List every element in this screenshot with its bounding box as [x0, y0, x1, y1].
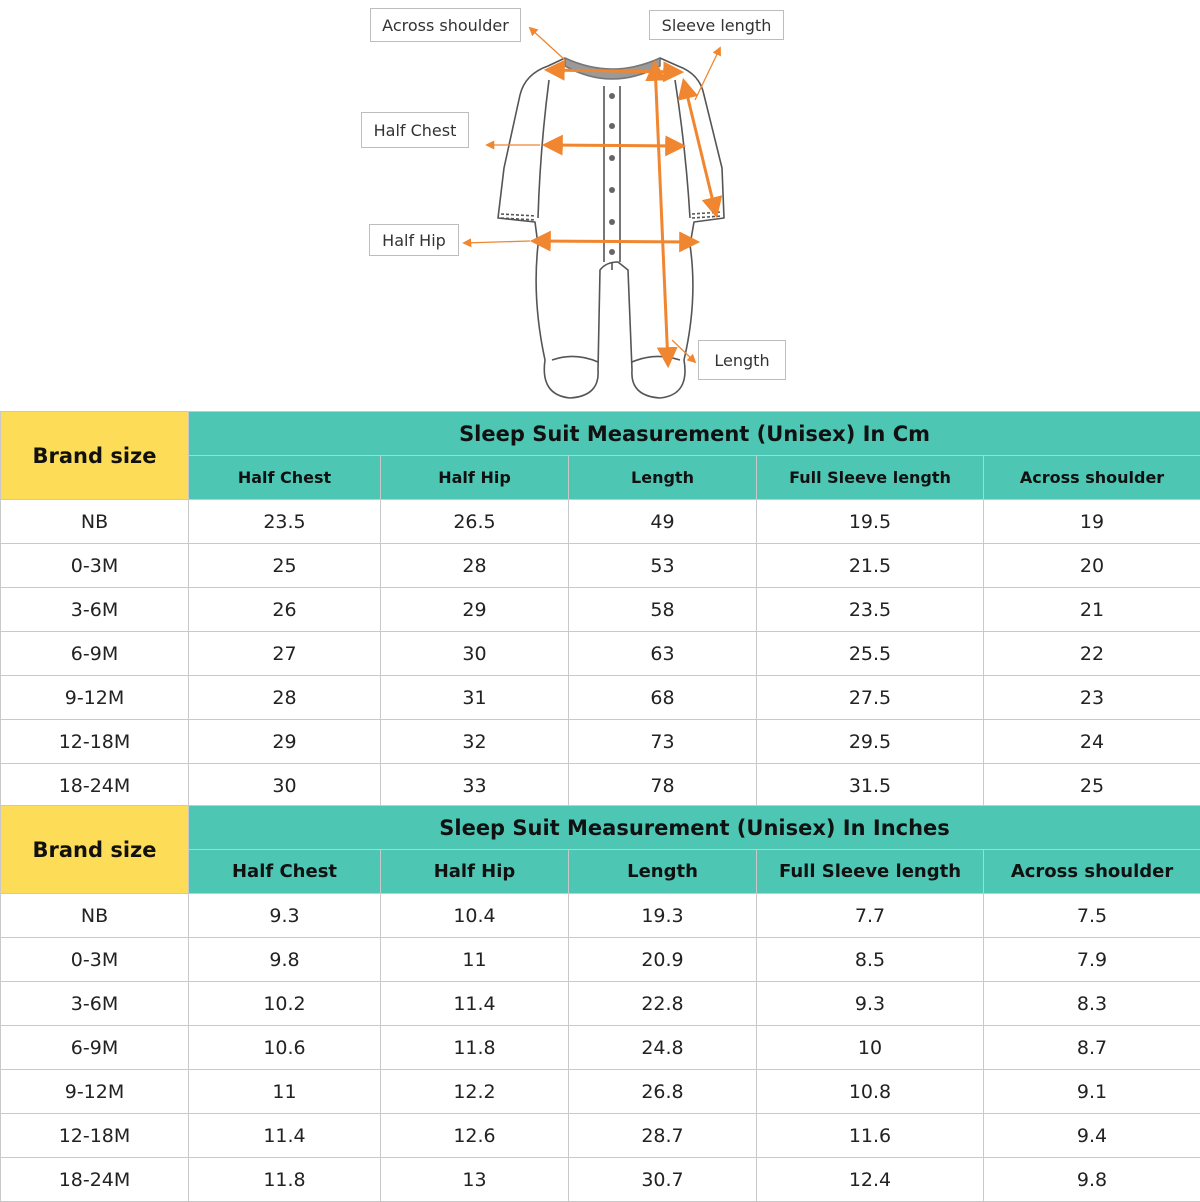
size-cell: NB — [1, 894, 189, 938]
value-cell: 19.3 — [569, 894, 757, 938]
value-cell: 49 — [569, 500, 757, 544]
value-cell: 7.5 — [984, 894, 1200, 938]
value-cell: 24.8 — [569, 1026, 757, 1070]
value-cell: 68 — [569, 676, 757, 720]
value-cell: 12.6 — [381, 1114, 569, 1158]
value-cell: 11 — [381, 938, 569, 982]
value-cell: 19.5 — [757, 500, 984, 544]
value-cell: 8.5 — [757, 938, 984, 982]
column-header-full-sleeve-length: Full Sleeve length — [757, 850, 984, 894]
label-length: Length — [698, 340, 786, 380]
value-cell: 23 — [984, 676, 1200, 720]
value-cell: 31 — [381, 676, 569, 720]
size-cell: 12-18M — [1, 1114, 189, 1158]
value-cell: 25 — [984, 764, 1200, 808]
value-cell: 21.5 — [757, 544, 984, 588]
value-cell: 10.4 — [381, 894, 569, 938]
value-cell: 9.8 — [984, 1158, 1200, 1202]
size-table-inches — [0, 805, 1200, 1202]
column-header-length: Length — [569, 456, 757, 500]
value-cell: 22.8 — [569, 982, 757, 1026]
table-row — [1, 982, 1200, 1026]
table-row — [1, 938, 1200, 982]
value-cell: 9.8 — [189, 938, 381, 982]
value-cell: 31.5 — [757, 764, 984, 808]
size-cell: 18-24M — [1, 764, 189, 808]
sleepsuit-illustration — [0, 0, 1200, 410]
value-cell: 12.2 — [381, 1070, 569, 1114]
value-cell: 9.1 — [984, 1070, 1200, 1114]
column-header-half-chest: Half Chest — [189, 850, 381, 894]
half-chest-arrow — [546, 145, 682, 146]
value-cell: 11.4 — [189, 1114, 381, 1158]
size-cell: 6-9M — [1, 1026, 189, 1070]
size-cell: 9-12M — [1, 1070, 189, 1114]
value-cell: 11 — [189, 1070, 381, 1114]
value-cell: 10.6 — [189, 1026, 381, 1070]
value-cell: 24 — [984, 720, 1200, 764]
value-cell: 10 — [757, 1026, 984, 1070]
value-cell: 30.7 — [569, 1158, 757, 1202]
half-hip-arrow — [534, 241, 696, 242]
value-cell: 11.4 — [381, 982, 569, 1026]
brand-size-header: Brand size — [1, 412, 189, 500]
table-row — [1, 632, 1200, 676]
label-half-chest: Half Chest — [361, 112, 469, 148]
value-cell: 11.6 — [757, 1114, 984, 1158]
value-cell: 25.5 — [757, 632, 984, 676]
table-row — [1, 894, 1200, 938]
table-row — [1, 1158, 1200, 1202]
measurement-arrows — [534, 64, 716, 364]
table-body — [1, 894, 1200, 1202]
value-cell: 63 — [569, 632, 757, 676]
size-cell: 0-3M — [1, 938, 189, 982]
value-cell: 20 — [984, 544, 1200, 588]
size-cell: NB — [1, 500, 189, 544]
table-row — [1, 720, 1200, 764]
size-table-cm — [0, 411, 1200, 808]
value-cell: 12.4 — [757, 1158, 984, 1202]
value-cell: 8.7 — [984, 1026, 1200, 1070]
value-cell: 28 — [189, 676, 381, 720]
value-cell: 23.5 — [189, 500, 381, 544]
sleepsuit-measurement-diagram — [0, 0, 1200, 410]
value-cell: 29.5 — [757, 720, 984, 764]
length-arrow — [655, 64, 668, 364]
value-cell: 29 — [381, 588, 569, 632]
brand-size-header: Brand size — [1, 806, 189, 894]
value-cell: 28.7 — [569, 1114, 757, 1158]
table-row — [1, 588, 1200, 632]
value-cell: 9.3 — [189, 894, 381, 938]
value-cell: 11.8 — [189, 1158, 381, 1202]
table-row — [1, 1114, 1200, 1158]
button-dots — [609, 93, 615, 255]
value-cell: 7.9 — [984, 938, 1200, 982]
value-cell: 27 — [189, 632, 381, 676]
size-cell: 0-3M — [1, 544, 189, 588]
value-cell: 21 — [984, 588, 1200, 632]
label-half-hip: Half Hip — [369, 224, 459, 256]
column-header-half-hip: Half Hip — [381, 850, 569, 894]
value-cell: 28 — [381, 544, 569, 588]
value-cell: 9.3 — [757, 982, 984, 1026]
size-cell: 3-6M — [1, 588, 189, 632]
value-cell: 10.2 — [189, 982, 381, 1026]
value-cell: 8.3 — [984, 982, 1200, 1026]
value-cell: 78 — [569, 764, 757, 808]
value-cell: 26.8 — [569, 1070, 757, 1114]
table-row — [1, 1070, 1200, 1114]
label-sleeve-length: Sleeve length — [649, 10, 784, 40]
size-cell: 6-9M — [1, 632, 189, 676]
table-row — [1, 1026, 1200, 1070]
size-cell: 18-24M — [1, 1158, 189, 1202]
value-cell: 32 — [381, 720, 569, 764]
value-cell: 9.4 — [984, 1114, 1200, 1158]
table-row — [1, 544, 1200, 588]
table-row — [1, 764, 1200, 808]
value-cell: 23.5 — [757, 588, 984, 632]
across-shoulder-arrow — [548, 70, 680, 72]
value-cell: 26 — [189, 588, 381, 632]
leader-arrows — [464, 28, 720, 362]
column-header-length: Length — [569, 850, 757, 894]
table-row — [1, 676, 1200, 720]
label-across-shoulder: Across shoulder — [370, 8, 521, 42]
value-cell: 58 — [569, 588, 757, 632]
column-header-half-hip: Half Hip — [381, 456, 569, 500]
value-cell: 30 — [381, 632, 569, 676]
column-header-across-shoulder: Across shoulder — [984, 850, 1200, 894]
value-cell: 30 — [189, 764, 381, 808]
value-cell: 10.8 — [757, 1070, 984, 1114]
value-cell: 22 — [984, 632, 1200, 676]
value-cell: 13 — [381, 1158, 569, 1202]
column-header-across-shoulder: Across shoulder — [984, 456, 1200, 500]
value-cell: 20.9 — [569, 938, 757, 982]
column-header-half-chest: Half Chest — [189, 456, 381, 500]
table-body — [1, 500, 1200, 808]
value-cell: 7.7 — [757, 894, 984, 938]
column-header-full-sleeve-length: Full Sleeve length — [757, 456, 984, 500]
value-cell: 29 — [189, 720, 381, 764]
value-cell: 53 — [569, 544, 757, 588]
table-row — [1, 500, 1200, 544]
table-title: Sleep Suit Measurement (Unisex) In Inches — [189, 806, 1200, 850]
value-cell: 73 — [569, 720, 757, 764]
size-cell: 12-18M — [1, 720, 189, 764]
value-cell: 27.5 — [757, 676, 984, 720]
value-cell: 26.5 — [381, 500, 569, 544]
value-cell: 25 — [189, 544, 381, 588]
value-cell: 19 — [984, 500, 1200, 544]
value-cell: 11.8 — [381, 1026, 569, 1070]
table-title: Sleep Suit Measurement (Unisex) In Cm — [189, 412, 1200, 456]
size-cell: 9-12M — [1, 676, 189, 720]
value-cell: 33 — [381, 764, 569, 808]
size-cell: 3-6M — [1, 982, 189, 1026]
